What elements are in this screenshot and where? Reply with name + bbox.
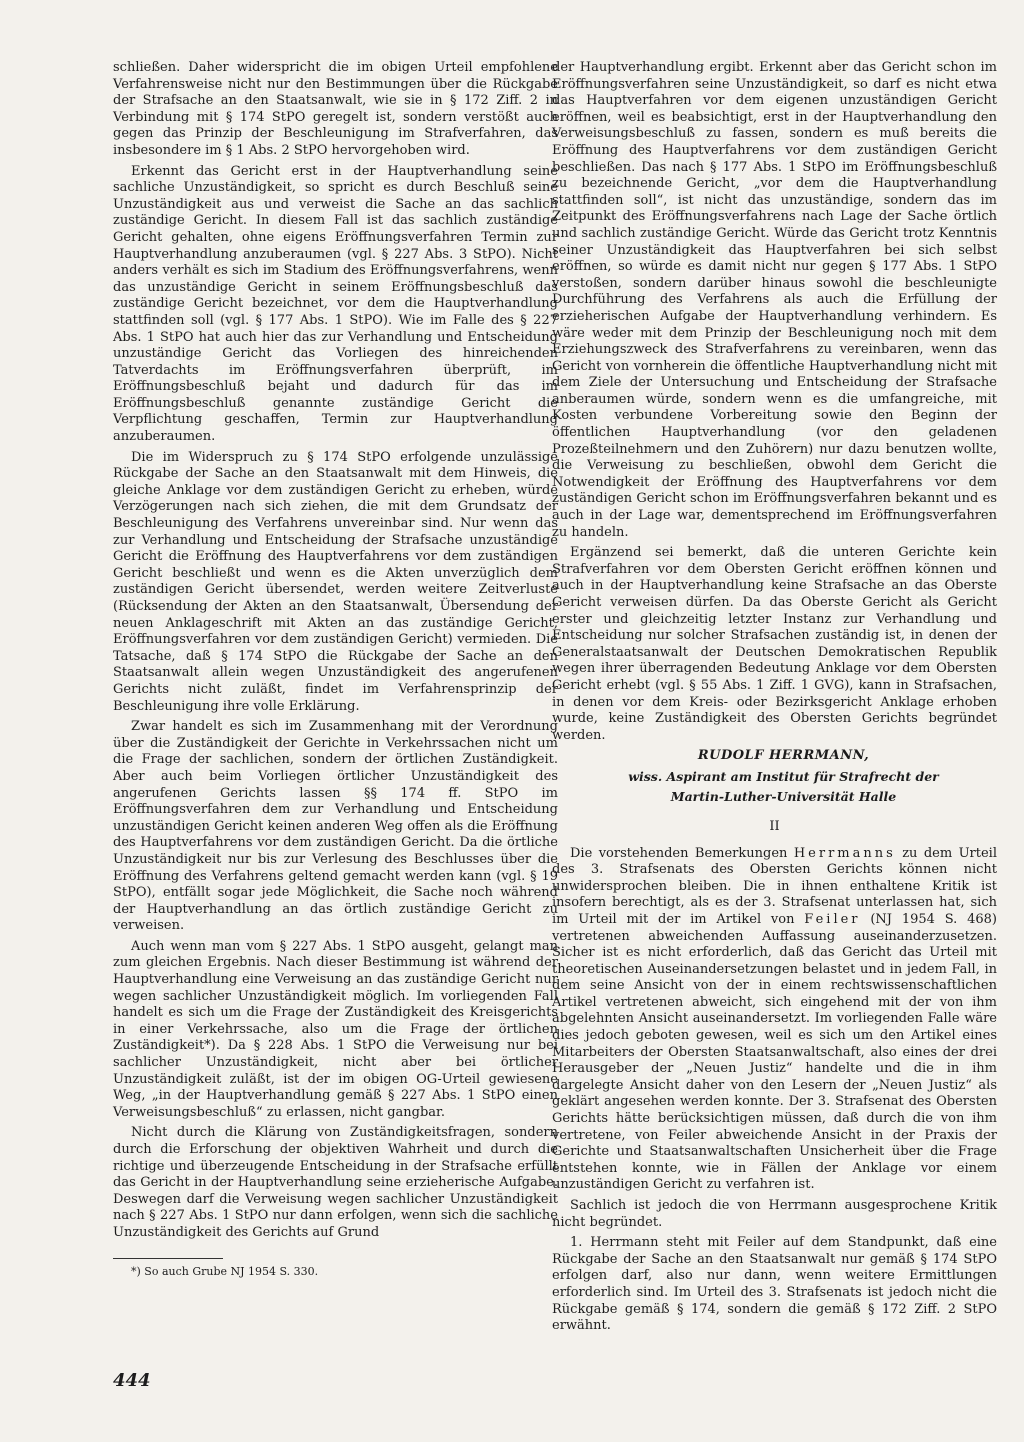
author-affiliation-line2: Martin-Luther-Universität Halle: [670, 788, 897, 804]
paragraph: Sachlich ist jedoch die von Herrmann ausgesprochene Kritik nicht begründet.: [552, 1198, 997, 1230]
footnote-divider: [113, 1258, 223, 1259]
section-heading: II: [769, 818, 780, 834]
paragraph: 1. Herrmann steht mit Feiler auf dem Standpunkt, daß eine Rückgabe der Sache an den Staatsanwalt nur gemäß § 174 StPO erfolgen darf, also nur dann, wenn weitere Ermittlungen erforderlich sind. Im Urteil des 3. Strafsenats ist jedoch nicht die Rückgabe gemäß § 174, sondern die gemäß § 172 Ziff. 2 StPO erwähnt.: [552, 1235, 997, 1334]
right-column: [552, 60, 997, 1339]
page-number: 444: [113, 1370, 151, 1391]
text-run: (NJ 1954 S. 468) vertretenen abweichenden Auffassung auseinanderzusetzen. Sicher ist es nicht erforderlich, daß das Gericht das Urteil mit theoretischen Auseinandersetzungen belastet und in jedem Fall, in dem seine Ansicht von der in einem rechtswissenschaftlichen Artikel vertretenen abweicht, sich eingehend mit der von ihm abgelehnten Ansicht auseinandersetzt. Im vorliegenden Falle wäre dies jedoch geboten gewesen, weil es sich um den Artikel eines Mitarbeiters der Obersten Staatsanwaltschaft, also eines der drei Herausgeber der „Neuen Justiz“ handelte und die in ihm dargelegte Ansicht daher von den Lesern der „Neuen Justiz“ als geklärt angesehen werden konnte. Der 3. Strafsenat des Obersten Gerichts hätte berücksichtigen müssen, daß durch die von ihm vertretene, von Feiler abweichende Ansicht in der Praxis der Gerichte und Staatsanwaltschaften Unsicherheit über die Frage entstehen konnte, wie in Fällen der Anklage vor einem unzuständigen Gericht zu verfahren ist.: [552, 911, 998, 1193]
paragraph: Ergänzend sei bemerkt, daß die unteren Gerichte kein Strafverfahren vor dem Obersten Gericht eröffnen können und auch in der Hauptverhandlung keine Strafsache an das Oberste Gericht verweisen dürfen. Da das Oberste Gericht als Gericht erster und gleichzeitig letzter Instanz zur Verhandlung und Entscheidung nur solcher Strafsachen zuständig ist, in denen der Generalstaatsanwalt der Deutschen Demokratischen Republik wegen ihrer überragenden Bedeutung Anklage vor dem Obersten Gericht erhebt (vgl. § 55 Abs. 1 Ziff. 1 GVG), kann in Strafsachen, in denen vor dem Kreis- oder Bezirksgericht Anklage erhoben wurde, keine Zuständigkeit des Obersten Gerichts begründet werden.: [552, 545, 997, 743]
left-column: [113, 60, 558, 1283]
author-name: RUDOLF HERRMANN,: [697, 748, 870, 764]
text-run: Die vorstehenden Bemerkungen: [570, 845, 794, 861]
paragraph: schließen. Daher widerspricht die im obigen Urteil empfohlene Verfahrensweise nicht nur den Bestimmungen über die Rückgabe der Strafsache an den Staatsanwalt, wie sie in § 172 Ziff. 2 in Verbindung mit § 174 StPO geregelt ist, sondern verstößt auch gegen das Prinzip der Beschleunigung im Strafverfahren, das insbesondere im § 1 Abs. 2 StPO hervorgehoben wird.: [113, 60, 558, 158]
footnote: *) So auch Grube NJ 1954 S. 330.: [131, 1264, 319, 1278]
paragraph: Die im Widerspruch zu § 174 StPO erfolgende unzulässige Rückgabe der Sache an den Staatsanwalt mit dem Hinweis, die gleiche Anklage vor dem zuständigen Gericht zu erheben, würde Verzögerungen nach sich ziehen, die mit dem Grundsatz der Beschleunigung des Verfahrens unvereinbar sind. Nur wenn das zur Verhandlung und Entscheidung der Strafsache unzuständige Gericht die Eröffnung des Hauptverfahrens vor dem zuständigen Gericht beschließt und wenn es die Akten unverzüglich dem zuständigen Gericht übersendet, werden weitere Zeitverluste (Rücksendung der Akten an den Staatsanwalt, Übersendung der neuen Anklageschrift mit Akten an das zuständige Gericht, Eröffnungsverfahren vor dem zuständigen Gericht) vermieden. Die Tatsache, daß § 174 StPO die Rückgabe der Sache an den Staatsanwalt allein wegen Unzuständigkeit des angerufenen Gerichts nicht zuläßt, findet im Verfahrensprinzip der Beschleunigung ihre volle Erklärung.: [113, 449, 558, 714]
paragraph: Nicht durch die Klärung von Zuständigkeitsfragen, sondern durch die Erforschung der objektiven Wahrheit und durch die richtige und überzeugende Entscheidung in der Strafsache erfüllt das Gericht in der Hauptverhandlung seine erzieherische Aufgabe. Deswegen darf die Verweisung wegen sachlicher Unzuständigkeit nach § 227 Abs. 1 StPO nur dann erfolgen, wenn sich die sachliche Unzuständigkeit des Gerichts auf Grund: [113, 1125, 558, 1240]
paragraph: der Hauptverhandlung ergibt. Erkennt aber das Gericht schon im Eröffnungsverfahren seine Unzuständigkeit, so darf es nicht etwa das Hauptverfahren vor dem eigenen unzuständigen Gericht eröffnen, weil es beabsichtigt, erst in der Hauptverhandlung den Verweisungsbeschluß zu fassen, sondern es muß bereits die Eröffnung des Hauptverfahrens vor dem zuständigen Gericht beschließen. Das nach § 177 Abs. 1 StPO im Eröffnungsbeschluß zu bezeichnende Gericht, „vor dem die Hauptverhandlung stattfinden soll“, ist nicht das unzuständige, sondern das im Zeitpunkt des Eröffnungsverfahrens nach Lage der Sache örtlich und sachlich zuständige Gericht. Würde das Gericht trotz Kenntnis seiner Unzuständigkeit das Hauptverfahren bei sich selbst eröffnen, so würde es damit nicht nur gegen § 177 Abs. 1 StPO verstoßen, sondern darüber hinaus sowohl die beschleunigte Durchführung des Verfahrens als auch die Erfüllung der erzieherischen Aufgabe der Hauptverhandlung verhindern. Es wäre weder mit dem Prinzip der Beschleunigung noch mit dem Erziehungszweck des Strafverfahrens zu vereinbaren, wenn das Gericht von vornherein die öffentliche Hauptverhandlung nicht mit dem Ziele der Untersuchung und Entscheidung der Strafsache anberaumen würde, sondern wenn es die umfangreiche, mit Kosten verbundene Vorbereitung sowie den Beginn der öffentlichen Hauptverhandlung (vor den geladenen Prozeßteilnehmern und den Zuhörern) nur dazu benutzen wollte, die Verweisung zu beschließen, obwohl dem Gericht die Notwendigkeit der Eröffnung des Hauptverfahrens vor dem zuständigen Gericht schon im Eröffnungsverfahren bekannt und es auch in der Lage war, dementsprechend im Eröffnungsverfahren zu handeln.: [552, 60, 997, 540]
paragraph: Auch wenn man vom § 227 Abs. 1 StPO ausgeht, gelangt man zum gleichen Ergebnis. Nach dieser Bestimmung ist während der Hauptverhandlung eine Verweisung an das zuständige Gericht nur wegen sachlicher Unzuständigkeit möglich. Im vorliegenden Fall handelt es sich um die Frage der Zuständigkeit des Kreisgerichts in einer Verkehrssache, also um die Frage der örtlichen Zuständigkeit*). Da § 228 Abs. 1 StPO die Verweisung nur bei sachlicher Unzuständigkeit, nicht aber bei örtlicher Unzuständigkeit zuläßt, ist der im obigen OG-Urteil gewiesene Weg, „in der Hauptverhandlung gemäß § 227 Abs. 1 StPO einen Verweisungsbeschluß“ zu erlassen, nicht gangbar.: [113, 938, 558, 1120]
author-affiliation-line1: wiss. Aspirant am Institut für Strafrecht der: [628, 768, 939, 784]
spaced-name: Feiler: [804, 911, 861, 927]
paragraph: [552, 846, 997, 1194]
spaced-name: Herrmanns: [793, 845, 896, 861]
text-run: zu dem Urteil des 3. Strafsenats des Obersten Gerichts können nicht unwidersprochen bleiben. Die in ihnen enthaltene Kritik ist insofern berechtigt, als es der 3. Strafsenat unterlassen hat, sich im Urteil mit der im Artikel von: [552, 845, 997, 927]
paragraph: Erkennt das Gericht erst in der Hauptverhandlung seine sachliche Unzuständigkeit, so spricht es durch Beschluß seine Unzuständigkeit aus und verweist die Sache an das sachlich zuständige Gericht. In diesem Fall ist das sachlich zuständige Gericht gehalten, ohne eigens Eröffnungsverfahren Termin zur Hauptverhandlung anzuberaumen (vgl. § 227 Abs. 3 StPO). Nicht anders verhält es sich im Stadium des Eröffnungsverfahrens, wenn das unzuständige Gericht in seinem Eröffnungsbeschluß das zuständige Gericht bezeichnet, vor dem die Hauptverhandlung stattfinden soll (vgl. § 177 Abs. 1 StPO). Wie im Falle des § 227 Abs. 1 StPO hat auch hier das zur Verhandlung und Entscheidung unzuständige Gericht das Vorliegen des hinreichenden Tatverdachts im Eröffnungsverfahren überprüft, im Eröffnungsbeschluß bejaht und dadurch für das im Eröffnungsbeschluß genannte zuständige Gericht die Verpflichtung geschaffen, Termin zur Hauptverhandlung anzuberaumen.: [113, 163, 558, 445]
paragraph: Zwar handelt es sich im Zusammenhang mit der Verordnung über die Zuständigkeit der Gerichte in Verkehrssachen nicht um die Frage der sachlichen, sondern der örtlichen Zuständigkeit. Aber auch beim Vorliegen örtlicher Unzuständigkeit des angerufenen Gerichts lassen §§ 174 ff. StPO im Eröffnungsverfahren dem zur Verhandlung und Entscheidung unzuständigen Gericht keinen anderen Weg offen als die Eröffnung des Hauptverfahrens vor dem zuständigen Gericht. Da die örtliche Unzuständigkeit nur bis zur Verlesung des Beschlusses über die Eröffnung des Verfahrens geltend gemacht werden kann (vgl. § 19 StPO), entfällt sogar jede Möglichkeit, die Sache noch während der Hauptverhandlung an das örtlich zuständige Gericht zu verweisen.: [113, 719, 558, 934]
